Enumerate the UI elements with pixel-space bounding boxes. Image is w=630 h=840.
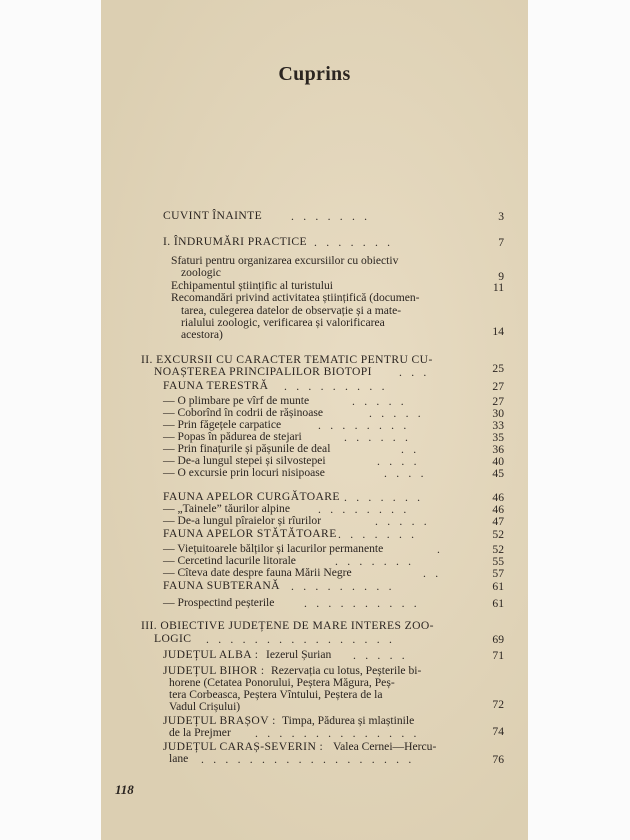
toc-page-number: 33 [492,419,504,432]
toc-section-3-cont: LOGIC [154,632,192,645]
toc-item: — Prin finațurile și pășunile de deal [163,442,331,455]
toc-item-line: de la Prejmer [169,726,231,739]
toc-item-line: Echipamentul științific al turistului [171,279,333,292]
page-title: Cuprins [278,63,351,85]
toc-item: — De-a lungul pîraielor și rîurilor [163,514,322,527]
toc-county-label: JUDEȚUL BIHOR : [163,664,265,677]
toc-item-line: Recomandări privind activitatea științifică (documen- [171,291,420,304]
leader-dots: . . [423,567,442,580]
toc-item: — O plimbare pe vîrf de munte [163,394,310,407]
toc-county-label: JUDEȚUL ALBA : [163,648,259,661]
toc-item-line: Vadul Crișului) [169,700,241,713]
toc-page-number: 69 [492,633,504,646]
toc-page-number: 61 [492,580,504,593]
toc-county-label: JUDEȚUL BRAȘOV : [163,714,276,727]
leader-dots: . . . . [377,455,420,468]
toc-page-number: 61 [492,597,504,610]
toc-page-number: 27 [492,395,504,408]
leader-dots: . . . . . . . [314,236,394,249]
toc-page-number: 7 [498,236,504,249]
leader-dots: . . . . . . . [335,555,415,568]
toc-subsection-underground: FAUNA SUBTERANĂ [163,579,280,592]
leader-dots: . . . . . [375,515,430,528]
toc-subsection-terrestrial: FAUNA TERESTRĂ [163,379,269,392]
toc-page-number: 9 [498,270,504,283]
toc-page-number: 55 [492,555,504,568]
leader-dots: . . . . . . . [344,491,424,504]
toc-item: — Cîteva date despre fauna Mării Negre [163,566,352,579]
toc-item-line: Sfaturi pentru organizarea excursiilor cu obiectiv [171,254,399,267]
leader-dots: . . . . . [353,649,408,662]
book-page [101,0,528,840]
toc-item: — „Tainele” tăurilor alpine [163,502,290,515]
toc-page-number: 25 [492,362,504,375]
toc-county-text: Rezervația cu lotus, Peșterile bi- [271,664,422,677]
toc-page-number: 35 [492,431,504,444]
leader-dots: . . . . . . . . . . [304,597,420,610]
toc-section-2: II. EXCURSII CU CARACTER TEMATIC PENTRU CU- [141,353,433,366]
toc-item: — De-a lungul stepei și silvostepei [163,454,326,467]
toc-page-number: 46 [492,503,504,516]
toc-item: — Viețuitoarele bălților și lacurilor permanente [163,542,384,555]
toc-page-number: 36 [492,443,504,456]
toc-page-number: 40 [492,455,504,468]
toc-item: — Cercetind lacurile litorale [163,554,296,567]
toc-page-number: 14 [492,325,504,338]
toc-item-line: horene (Cetatea Ponorului, Peștera Măgura, Peș- [169,676,395,689]
toc-page-number: 27 [492,380,504,393]
toc-subsection-flowing: FAUNA APELOR CURGĂTOARE [163,490,340,503]
leader-dots: . . . . . . [344,431,412,444]
leader-dots: . . . . . . . . . . . . . . . . . . [201,753,415,766]
leader-dots: . . . . . . . . [318,419,410,432]
toc-item-line: lane [169,752,189,765]
leader-dots: . . . . . . . . . . . . . . . . [206,633,396,646]
leader-dots: . . . [399,366,430,379]
toc-item: — O excursie prin locuri nisipoase [163,466,325,479]
toc-page-number: 71 [492,649,504,662]
toc-page-number: 76 [492,753,504,766]
toc-item-line: zoologic [181,266,221,279]
toc-page-number: 52 [492,528,504,541]
leader-dots: . . . . . . . . . . . . . . [255,727,420,740]
leader-dots: . . . . . . . . . [291,580,395,593]
leader-dots: . . . . . [369,407,424,420]
leader-dots: . [437,543,444,556]
leader-dots: . . . . . . . [291,210,371,223]
toc-page-number: 47 [492,515,504,528]
toc-section-3: III. OBIECTIVE JUDEȚENE DE MARE INTERES ZOO- [141,619,434,632]
page-number: 118 [115,782,134,797]
toc-foreword: CUVINT ÎNAINTE [163,209,263,222]
toc-item: — Prospectind peșterile [163,596,275,609]
toc-item: — Popas în pădurea de stejari [163,430,302,443]
leader-dots: . . . . . . . . [318,503,410,516]
leader-dots: . . . . . . . [338,528,418,541]
toc-page-number: 46 [492,491,504,504]
toc-page-number: 45 [492,467,504,480]
toc-section-1: I. ÎNDRUMĂRI PRACTICE [163,235,307,248]
toc-page-number: 72 [492,698,504,711]
leader-dots: . . [401,443,420,456]
toc-page-number: 74 [492,725,504,738]
toc-item-line: rialului zoologic, verificarea și valorificarea [181,316,385,329]
toc-page-number: 52 [492,543,504,556]
toc-page-number: 3 [498,210,504,223]
toc-item: — Prin făgețele carpatice [163,418,282,431]
toc-page-number: 57 [492,567,504,580]
toc-page-number: 30 [492,407,504,420]
toc-item-line: tarea, culegerea datelor de observație și a mate- [181,304,402,317]
toc-county-text: Valea Cernei—Hercu- [333,740,437,753]
toc-subsection-standing: FAUNA APELOR STĂTĂTOARE [163,527,337,540]
toc-county-text: Iezerul Șurian [266,648,332,661]
toc-county-text: Timpa, Pădurea și mlaștinile [282,714,415,727]
toc-item: — Coborînd în codrii de rășinoase [163,406,324,419]
toc-section-2-cont: NOAȘTEREA PRINCIPALILOR BIOTOPI [154,365,372,378]
leader-dots: . . . . . [352,395,407,408]
toc-item-line: acestora) [181,328,223,341]
leader-dots: . . . . [384,467,427,480]
toc-county-label: JUDEȚUL CARAȘ-SEVERIN : [163,740,324,753]
toc-page-number: 11 [492,281,504,294]
leader-dots: . . . . . . . . . [284,380,388,393]
toc-item-line: tera Corbeasca, Peștera Vîntului, Peștera de la [169,688,383,701]
